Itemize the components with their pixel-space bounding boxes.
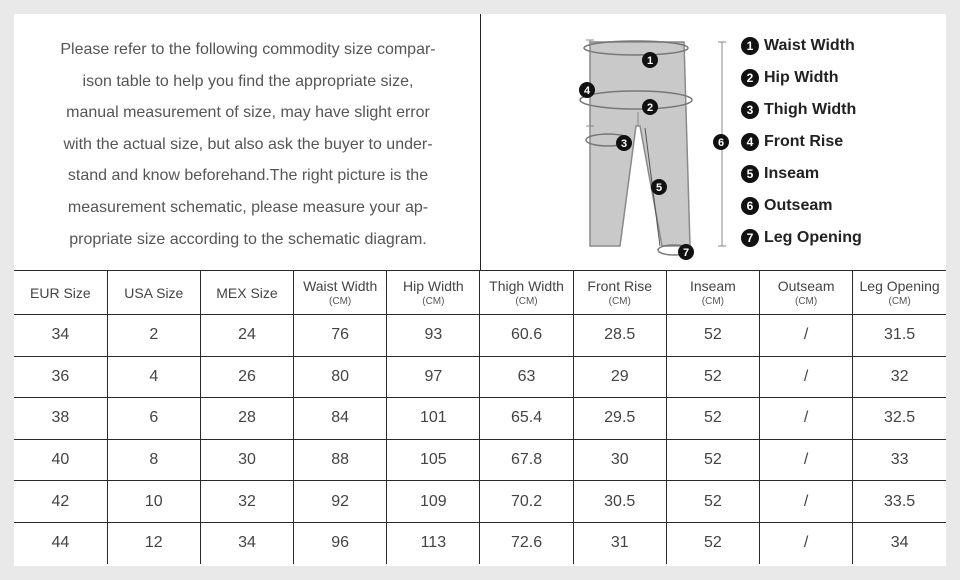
table-cell: 40: [14, 439, 107, 481]
number-1-icon: 1: [741, 37, 759, 55]
notice-line: ison table to help you find the appropriate size,: [82, 72, 414, 90]
legend-label: Leg Opening: [764, 229, 862, 246]
table-row: [14, 481, 946, 523]
table-cell: 63: [480, 356, 573, 398]
table-cell: 29.5: [573, 398, 666, 440]
table-row: [14, 315, 946, 357]
table-cell: 4: [107, 356, 200, 398]
number-5-icon: 5: [741, 165, 759, 183]
table-cell: 34: [200, 522, 293, 563]
table-cell: 109: [387, 481, 480, 523]
table-cell: 52: [666, 356, 759, 398]
table-cell: 28.5: [573, 315, 666, 357]
table-cell: 84: [294, 398, 387, 440]
top-section: [14, 14, 946, 270]
svg-text:4: 4: [583, 85, 591, 97]
table-cell: 10: [107, 481, 200, 523]
pants-measurement-diagram: [562, 30, 732, 266]
legend-item-leg-opening: [741, 227, 941, 259]
table-cell: 2: [107, 315, 200, 357]
table-cell: 96: [294, 522, 387, 563]
table-cell: 34: [14, 315, 107, 357]
notice-line: propriate size according to the schematic diagram.: [69, 230, 427, 248]
table-cell: 29: [573, 356, 666, 398]
legend-item-front-rise: [741, 131, 941, 163]
legend-label: Hip Width: [764, 69, 839, 86]
column-header: Inseam (CM): [666, 271, 759, 315]
notice-line: measurement schematic, please measure your ap-: [67, 198, 429, 216]
notice-line: manual measurement of size, may have slight error: [66, 104, 430, 122]
legend-label: Inseam: [764, 165, 820, 182]
notice-line: stand and know beforehand.The right picture is the: [67, 167, 429, 185]
table-cell: 30.5: [573, 481, 666, 523]
table-header-row: [14, 271, 946, 315]
table-cell: 92: [294, 481, 387, 523]
table-cell: /: [760, 481, 853, 523]
table-cell: 65.4: [480, 398, 573, 440]
table-cell: 28: [200, 398, 293, 440]
table-cell: /: [760, 315, 853, 357]
legend-item-inseam: [741, 163, 941, 195]
table-row: [14, 522, 946, 563]
number-6-icon: 6: [741, 197, 759, 215]
table-cell: 34: [853, 522, 946, 563]
table-cell: 32: [200, 481, 293, 523]
table-cell: 97: [387, 356, 480, 398]
legend-label: Waist Width: [764, 37, 855, 54]
column-header: Front Rise (CM): [573, 271, 666, 315]
legend-item-outseam: [741, 195, 941, 227]
legend-label: Front Rise: [764, 133, 844, 150]
svg-text:2: 2: [646, 102, 654, 114]
table-cell: 24: [200, 315, 293, 357]
marker-4-icon: [579, 82, 595, 98]
table-cell: 12: [107, 522, 200, 563]
pants-silhouette: [590, 42, 690, 246]
table-cell: 33.5: [853, 481, 946, 523]
marker-6-icon: [713, 134, 729, 150]
measurement-legend: [741, 35, 941, 259]
table-cell: 31: [573, 522, 666, 563]
number-2-icon: 2: [741, 69, 759, 87]
table-cell: 32.5: [853, 398, 946, 440]
svg-text:6: 6: [717, 137, 725, 149]
table-row: [14, 356, 946, 398]
size-table: [14, 270, 946, 564]
table-cell: 52: [666, 315, 759, 357]
section-divider: [480, 14, 481, 270]
table-cell: 52: [666, 522, 759, 563]
svg-text:7: 7: [682, 247, 690, 259]
column-header: USA Size: [107, 271, 200, 315]
table-cell: 72.6: [480, 522, 573, 563]
table-cell: 36: [14, 356, 107, 398]
table-cell: 38: [14, 398, 107, 440]
size-table-body: [14, 315, 946, 564]
legend-item-thigh-width: [741, 99, 941, 131]
table-cell: 52: [666, 481, 759, 523]
table-cell: /: [760, 398, 853, 440]
column-header: Thigh Width (CM): [480, 271, 573, 315]
table-cell: 80: [294, 356, 387, 398]
column-header: Leg Opening (CM): [853, 271, 946, 315]
table-cell: /: [760, 522, 853, 563]
marker-2-icon: [642, 99, 658, 115]
table-cell: 8: [107, 439, 200, 481]
table-cell: 42: [14, 481, 107, 523]
table-cell: 76: [294, 315, 387, 357]
legend-label: Outseam: [764, 197, 833, 214]
legend-item-hip-width: [741, 67, 941, 99]
svg-text:5: 5: [655, 182, 663, 194]
table-cell: 60.6: [480, 315, 573, 357]
table-cell: 105: [387, 439, 480, 481]
size-notice: [28, 34, 468, 255]
table-cell: 113: [387, 522, 480, 563]
legend-item-waist-width: [741, 35, 941, 67]
marker-7-icon: [678, 244, 694, 260]
table-cell: 32: [853, 356, 946, 398]
table-cell: 101: [387, 398, 480, 440]
table-cell: 70.2: [480, 481, 573, 523]
number-7-icon: 7: [741, 229, 759, 247]
column-header: Outseam (CM): [760, 271, 853, 315]
table-cell: 6: [107, 398, 200, 440]
table-row: [14, 439, 946, 481]
table-cell: /: [760, 356, 853, 398]
table-cell: 88: [294, 439, 387, 481]
table-cell: 31.5: [853, 315, 946, 357]
table-cell: 26: [200, 356, 293, 398]
table-cell: 52: [666, 439, 759, 481]
table-cell: 52: [666, 398, 759, 440]
table-cell: /: [760, 439, 853, 481]
marker-5-icon: [651, 179, 667, 195]
notice-line: with the actual size, but also ask the buyer to under-: [63, 135, 433, 153]
svg-text:1: 1: [646, 55, 654, 67]
marker-3-icon: [616, 135, 632, 151]
column-header: Waist Width (CM): [294, 271, 387, 315]
column-header: Hip Width (CM): [387, 271, 480, 315]
column-header: MEX Size: [200, 271, 293, 315]
table-cell: 93: [387, 315, 480, 357]
table-row: [14, 398, 946, 440]
column-header: EUR Size: [14, 271, 107, 315]
legend-label: Thigh Width: [764, 101, 857, 118]
size-chart-sheet: [14, 14, 946, 566]
notice-line: Please refer to the following commodity size compar-: [60, 41, 436, 58]
number-4-icon: 4: [741, 133, 759, 151]
table-cell: 67.8: [480, 439, 573, 481]
marker-1-icon: [642, 52, 658, 68]
table-cell: 44: [14, 522, 107, 563]
table-cell: 30: [200, 439, 293, 481]
table-cell: 30: [573, 439, 666, 481]
table-cell: 33: [853, 439, 946, 481]
number-3-icon: 3: [741, 101, 759, 119]
svg-text:3: 3: [620, 138, 628, 150]
